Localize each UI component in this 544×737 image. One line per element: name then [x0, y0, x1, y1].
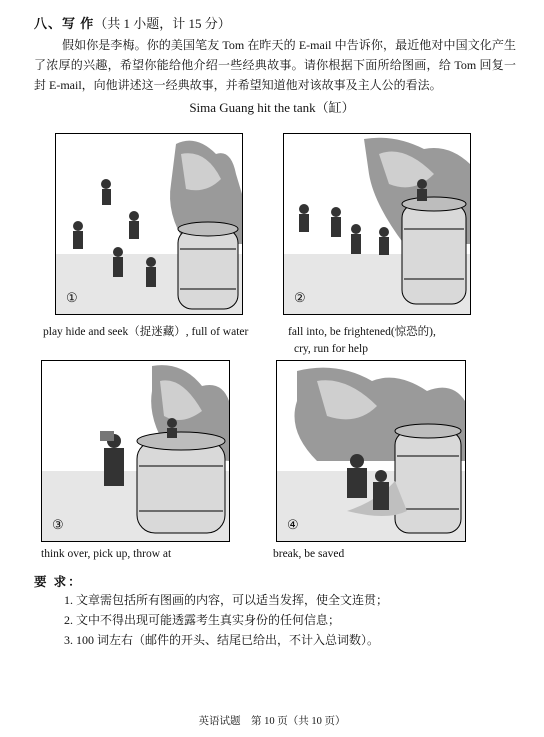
- story-title: Sima Guang hit the tank（缸）: [189, 100, 355, 115]
- panel-number-4: ④: [287, 517, 299, 532]
- panel-2-illustration: [284, 134, 470, 314]
- requirement-item-2: 2. 文中不得出现可能透露考生真实身份的任何信息；: [64, 613, 341, 627]
- panel-3-illustration: [42, 361, 229, 541]
- requirements-title: 要 求：: [34, 575, 83, 589]
- panel-number-1: ①: [66, 290, 78, 305]
- panel-4-illustration: [277, 361, 465, 541]
- section-title: [34, 13, 231, 32]
- panel-caption-1: play hide and seek（捉迷藏）, full of water: [43, 326, 249, 338]
- panel-number-3: ③: [52, 517, 64, 532]
- panel-1-illustration: [56, 134, 242, 314]
- picture-panel-2: [283, 133, 471, 315]
- picture-panel-1: [55, 133, 243, 315]
- requirement-item-1: 1. 文章需包括所有图画的内容，可以适当发挥，使全文连贯；: [64, 593, 389, 607]
- panel-caption-2-line-2: cry, run for help: [294, 343, 368, 355]
- panel-caption-2: [288, 324, 436, 358]
- page-footer: 英语试题 第 10 页（共 10 页）: [198, 716, 346, 727]
- panel-caption-3: think over, pick up, throw at: [41, 548, 172, 560]
- panel-number-2: ②: [294, 290, 306, 305]
- section-heading: 八、写 作: [34, 16, 95, 31]
- picture-panel-4: [276, 360, 466, 542]
- picture-panel-3: [41, 360, 230, 542]
- section-score: （共 1 小题，计 15 分）: [94, 16, 231, 31]
- requirement-item-3: 3. 100 词左右（邮件的开头、结尾已给出，不计入总词数）。: [64, 633, 380, 647]
- writing-prompt: 假如你是李梅。你的美国笔友 Tom 在昨天的 E-mail 中告诉你，最近他对中国文化产生了浓厚的兴趣，希望你能给他介绍一些经典故事。请你根据下面所给图画，给 Tom 回复一封 E-mail，向他讲述这一经典故事，并希望知道他对该故事及主人公的看法。: [34, 38, 516, 92]
- panel-caption-4: break, be saved: [273, 548, 345, 560]
- panel-caption-2-line-1: fall into, be frightened(惊恐的),: [288, 326, 436, 338]
